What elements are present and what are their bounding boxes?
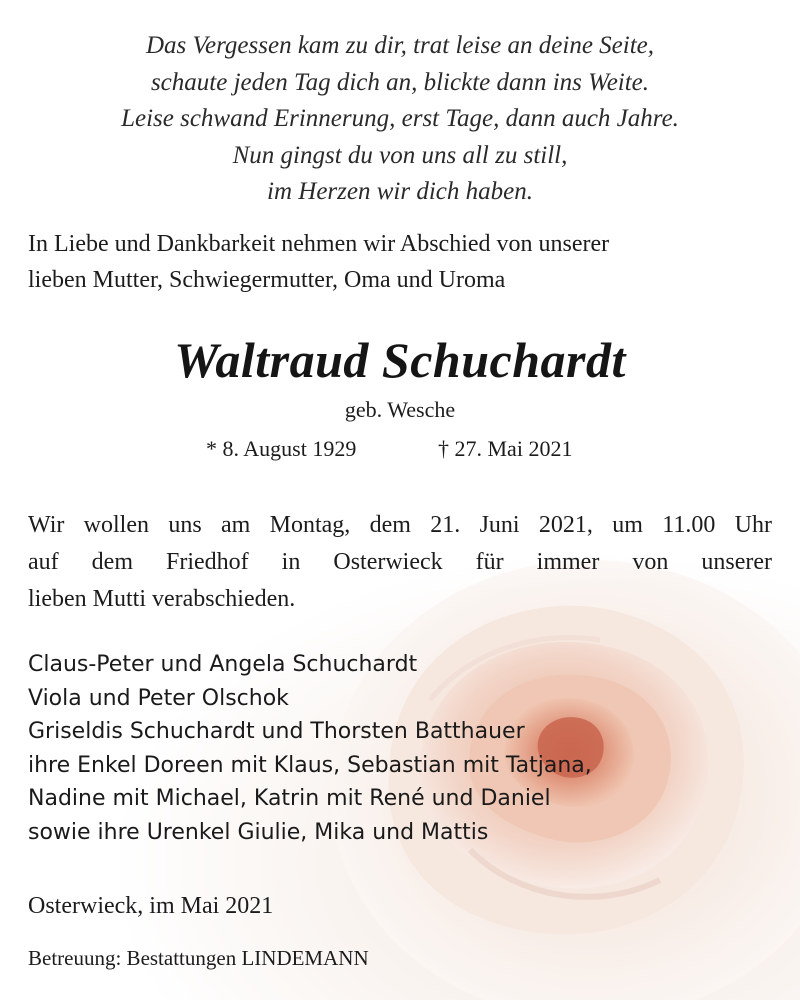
mourner-line: Viola und Peter Olschok — [28, 685, 289, 711]
intro-text — [28, 226, 774, 298]
poem — [40, 28, 760, 211]
mourner-line: sowie ihre Urenkel Giulie, Mika und Mattis — [28, 819, 489, 845]
ceremony-line: Wir wollen uns am Montag, dem 21. Juni 2021, um 11.00 Uhr — [28, 512, 772, 538]
poem-line: Das Vergessen kam zu dir, trat leise an deine Seite, — [145, 32, 655, 59]
deceased-name: Waltraud Schuchardt — [174, 332, 626, 388]
mourner-line: Nadine mit Michael, Katrin mit René und Daniel — [28, 786, 551, 811]
poem-line: Nun gingst du von uns all zu still, — [232, 141, 568, 169]
undertaker-credit: Betreuung: Bestattungen LINDEMANN — [28, 946, 369, 970]
mourners-list — [28, 648, 748, 849]
poem-line: Leise schwand Erinnerung, erst Tage, dann auch Jahre. — [121, 105, 679, 132]
poem-line: schaute jeden Tag dich an, blickte dann ins Weite. — [150, 68, 650, 96]
maiden-name: geb. Wesche — [344, 397, 456, 422]
mourner-line: Griseldis Schuchardt und Thorsten Batthauer — [28, 719, 525, 744]
intro-line: In Liebe und Dankbarkeit nehmen wir Abschied von unserer — [28, 231, 610, 257]
death-date: † 27. Mai 2021 — [438, 436, 573, 461]
poem-line: im Herzen wir dich haben. — [267, 178, 533, 205]
birth-date: * 8. August 1929 — [206, 436, 357, 461]
intro-line: lieben Mutter, Schwiegermutter, Oma und Uroma — [28, 267, 506, 293]
ceremony-text — [28, 507, 772, 618]
place-date: Osterwieck, im Mai 2021 — [28, 893, 274, 919]
ceremony-line: auf dem Friedhof in Osterwieck für immer von unserer — [28, 549, 772, 575]
ceremony-line: lieben Mutti verabschieden. — [28, 586, 296, 612]
mourner-line: ihre Enkel Doreen mit Klaus, Sebastian mit Tatjana, — [28, 752, 592, 778]
mourner-line: Claus-Peter und Angela Schuchardt — [28, 652, 418, 677]
